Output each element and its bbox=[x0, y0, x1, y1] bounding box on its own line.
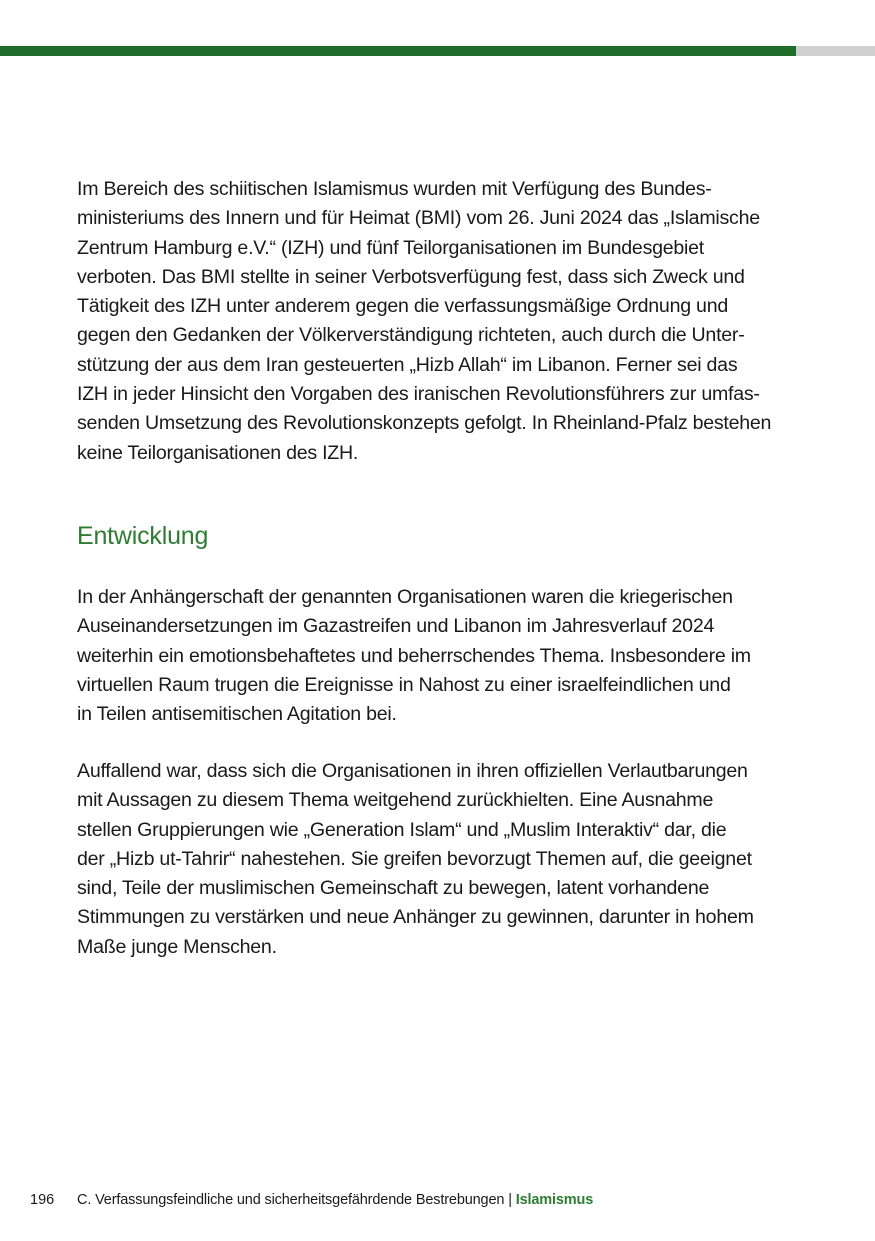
text-line: senden Umsetzung des Revolutionskonzepts gefolgt. In Rheinland-Pfalz bestehen bbox=[77, 412, 772, 435]
text-line: stützung der aus dem Iran gesteuerten „Hizb Allah“ im Libanon. Ferner sei das bbox=[77, 353, 738, 376]
top-bar-grey-segment bbox=[796, 46, 875, 56]
top-bar-green-segment bbox=[0, 46, 796, 56]
text-line: Auseinandersetzungen im Gazastreifen und Libanon im Jahresverlauf 2024 bbox=[77, 615, 715, 638]
page-number: 196 bbox=[30, 1192, 55, 1208]
text-line: Tätigkeit des IZH unter anderem gegen die verfassungsmäßige Ordnung und bbox=[77, 295, 728, 318]
paragraph-conflict-topic bbox=[77, 583, 807, 729]
footer-chapter: C. Verfassungsfeindliche und sicherheitsgefährdende Bestrebungen bbox=[77, 1192, 505, 1208]
text-line: ministeriums des Innern und für Heimat (BMI) vom 26. Juni 2024 das „Islamische bbox=[77, 207, 760, 230]
running-footer bbox=[77, 1189, 593, 1211]
text-line: IZH in jeder Hinsicht den Vorgaben des iranischen Revolutionsführers zur umfas- bbox=[77, 383, 760, 406]
text-line: stellen Gruppierungen wie „Generation Islam“ und „Muslim Interaktiv“ dar, die bbox=[77, 818, 727, 841]
text-line: mit Aussagen zu diesem Thema weitgehend zurückhielten. Eine Ausnahme bbox=[77, 789, 714, 812]
paragraph-izh-ban bbox=[77, 175, 807, 468]
text-line: Im Bereich des schiitischen Islamismus wurden mit Verfügung des Bundes- bbox=[77, 178, 712, 200]
page-footer bbox=[0, 1189, 875, 1211]
text-line: Stimmungen zu verstärken und neue Anhänger zu gewinnen, darunter in hohem bbox=[77, 906, 754, 929]
section-heading: Entwicklung bbox=[77, 522, 209, 550]
text-line: Zentrum Hamburg e.V.“ (IZH) und fünf Teilorganisationen im Bundesgebiet bbox=[77, 236, 705, 259]
text-line: gegen den Gedanken der Völkerverständigung richteten, auch durch die Unter- bbox=[77, 324, 745, 347]
text-line: virtuellen Raum trugen die Ereignisse in Nahost zu einer israelfeindlichen und bbox=[77, 673, 731, 696]
text-line: keine Teilorganisationen des IZH. bbox=[77, 441, 359, 464]
text-line: in Teilen antisemitischen Agitation bei. bbox=[77, 703, 397, 726]
text-line: Auffallend war, dass sich die Organisationen in ihren offiziellen Verlautbarungen bbox=[77, 760, 748, 782]
text-line: weiterhin ein emotionsbehaftetes und beherrschendes Thema. Insbesondere im bbox=[77, 644, 751, 667]
top-decorative-bar bbox=[0, 46, 875, 56]
footer-separator: | bbox=[504, 1192, 516, 1208]
text-line: Maße junge Menschen. bbox=[77, 935, 277, 958]
text-line: der „Hizb ut-Tahrir“ nahestehen. Sie greifen bevorzugt Themen auf, die geeignet bbox=[77, 847, 752, 870]
footer-section: Islamismus bbox=[515, 1192, 594, 1208]
text-line: verboten. Das BMI stellte in seiner Verbotsverfügung fest, dass sich Zweck und bbox=[77, 265, 745, 288]
paragraph-organisations-statements bbox=[77, 757, 807, 962]
text-line: In der Anhängerschaft der genannten Organisationen waren die kriegerischen bbox=[77, 586, 733, 608]
text-line: sind, Teile der muslimischen Gemeinschaft zu bewegen, latent vorhandene bbox=[77, 877, 710, 900]
